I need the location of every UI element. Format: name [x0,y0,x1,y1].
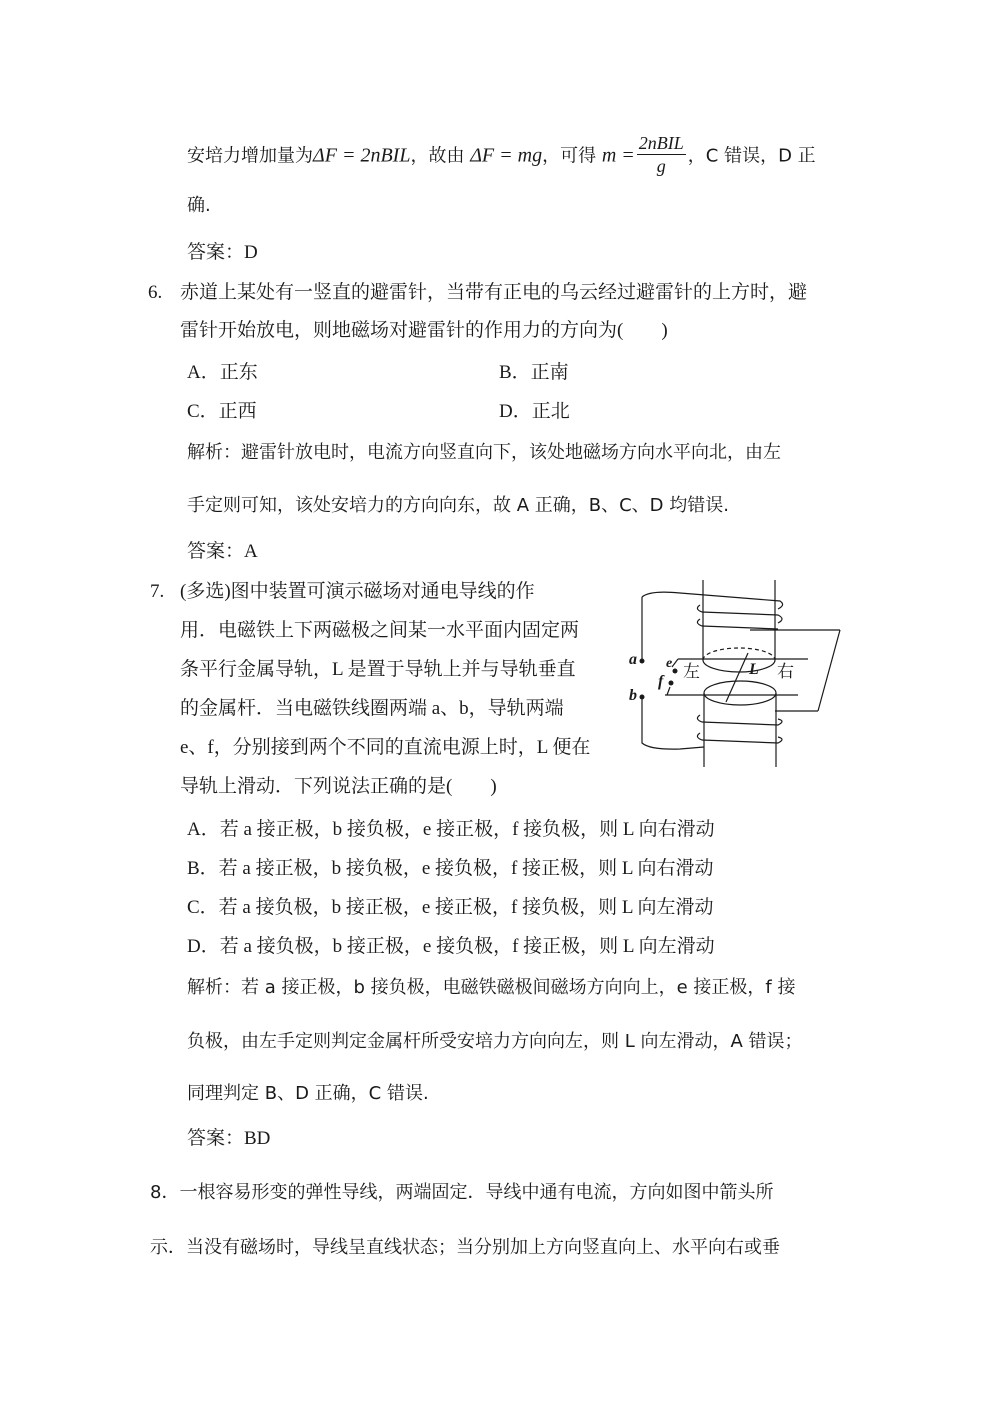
q5-analysis-line1 [187,134,816,179]
figure-label-b: b [629,687,637,704]
fraction-denominator: g [656,156,666,176]
figure-label-e: e [666,656,673,671]
q7-stem-line: 的金属杆．当电磁铁线圈两端 a、b，导轨两端 [180,698,564,719]
q8-stem-line2: 示．当没有磁场时，导线呈直线状态；当分别加上方向竖直向上、水平向右或垂 [150,1237,780,1258]
q6-option-c[interactable]: C．正西 [187,401,257,422]
figure-label-left: 左 [683,662,700,681]
q7-analysis-line2: 负极，由左手定则判定金属杆所受安培力方向向左，则 L 向左滑动，A 错误； [187,1031,803,1052]
q6-analysis-line2: 手定则可知，该处安培力的方向向东，故 A 正确，B、C、D 均错误. [187,495,729,516]
fraction-numerator: 2nBIL [638,133,684,153]
q8-stem-line1: 8．一根容易形变的弹性导线，两端固定．导线中通有电流，方向如图中箭头所 [150,1182,774,1203]
q6-option-d[interactable]: D．正北 [499,401,570,422]
q6-stem-line2: 雷针开始放电，则地磁场对避雷针的作用力的方向为( ) [180,320,668,341]
q5-text: ，可得 [542,145,597,167]
q6-number: 6. [148,282,163,303]
q7-answer: 答案：BD [187,1128,271,1149]
q7-stem-line: 导轨上滑动．下列说法正确的是( ) [180,776,497,797]
q6-option-b[interactable]: B．正南 [499,362,569,383]
q7-option-b[interactable]: B．若 a 接正极，b 接负极，e 接负极，f 接正极，则 L 向右滑动 [187,858,714,879]
q7-analysis-line3: 同理判定 B、D 正确，C 错误. [187,1083,429,1104]
q6-stem-line1: 赤道上某处有一竖直的避雷针，当带有正电的乌云经过避雷针的上方时，避 [180,282,808,303]
q7-stem-line: 条平行金属导轨，L 是置于导轨上并与导轨垂直 [180,659,576,680]
q7-option-a[interactable]: A．若 a 接正极，b 接负极，e 接正极，f 接负极，则 L 向右滑动 [187,819,715,840]
electromagnet-figure [620,575,860,770]
q7-analysis-line1: 解析：若 a 接正极，b 接负极，电磁铁磁极间磁场方向向上，e 接正极，f 接 [187,977,796,998]
q7-option-c[interactable]: C．若 a 接负极，b 接正极，e 接正极，f 接负极，则 L 向左滑动 [187,897,714,918]
q5-eq1: ΔF = 2nBIL [313,144,411,167]
q5-text: 安培力增加量为 [187,145,313,167]
q5-answer: 答案：D [187,242,258,263]
q6-analysis-line1: 解析：避雷针放电时，电流方向竖直向下，该处地磁场方向水平向北，由左 [187,442,781,463]
q7-option-d[interactable]: D．若 a 接负极，b 接正极，e 接负极，f 接正极，则 L 向左滑动 [187,936,715,957]
q7-stem-line: e、f，分别接到两个不同的直流电源上时，L 便在 [180,737,591,758]
q5-fraction [637,132,686,177]
q5-eq2: ΔF = mg [470,144,543,167]
figure-label-a: a [629,651,637,668]
q5-analysis-line2: 确. [187,195,211,216]
q7-number: 7. [150,581,165,602]
q5-text: ，C 错误，D 正 [687,145,816,167]
figure-label-f: f [658,673,664,690]
figure-label-right: 右 [777,662,794,681]
q6-option-a[interactable]: A．正东 [187,362,258,383]
q7-stem-line: 用．电磁铁上下两磁极之间某一水平面内固定两 [180,620,580,641]
q5-text: ，故由 [410,145,465,167]
q7-stem-line: (多选)图中装置可演示磁场对通电导线的作 [180,581,535,602]
q5-eq3-lhs: m = [601,144,635,167]
q6-answer: 答案：A [187,541,258,562]
figure-label-L: L [749,661,759,678]
